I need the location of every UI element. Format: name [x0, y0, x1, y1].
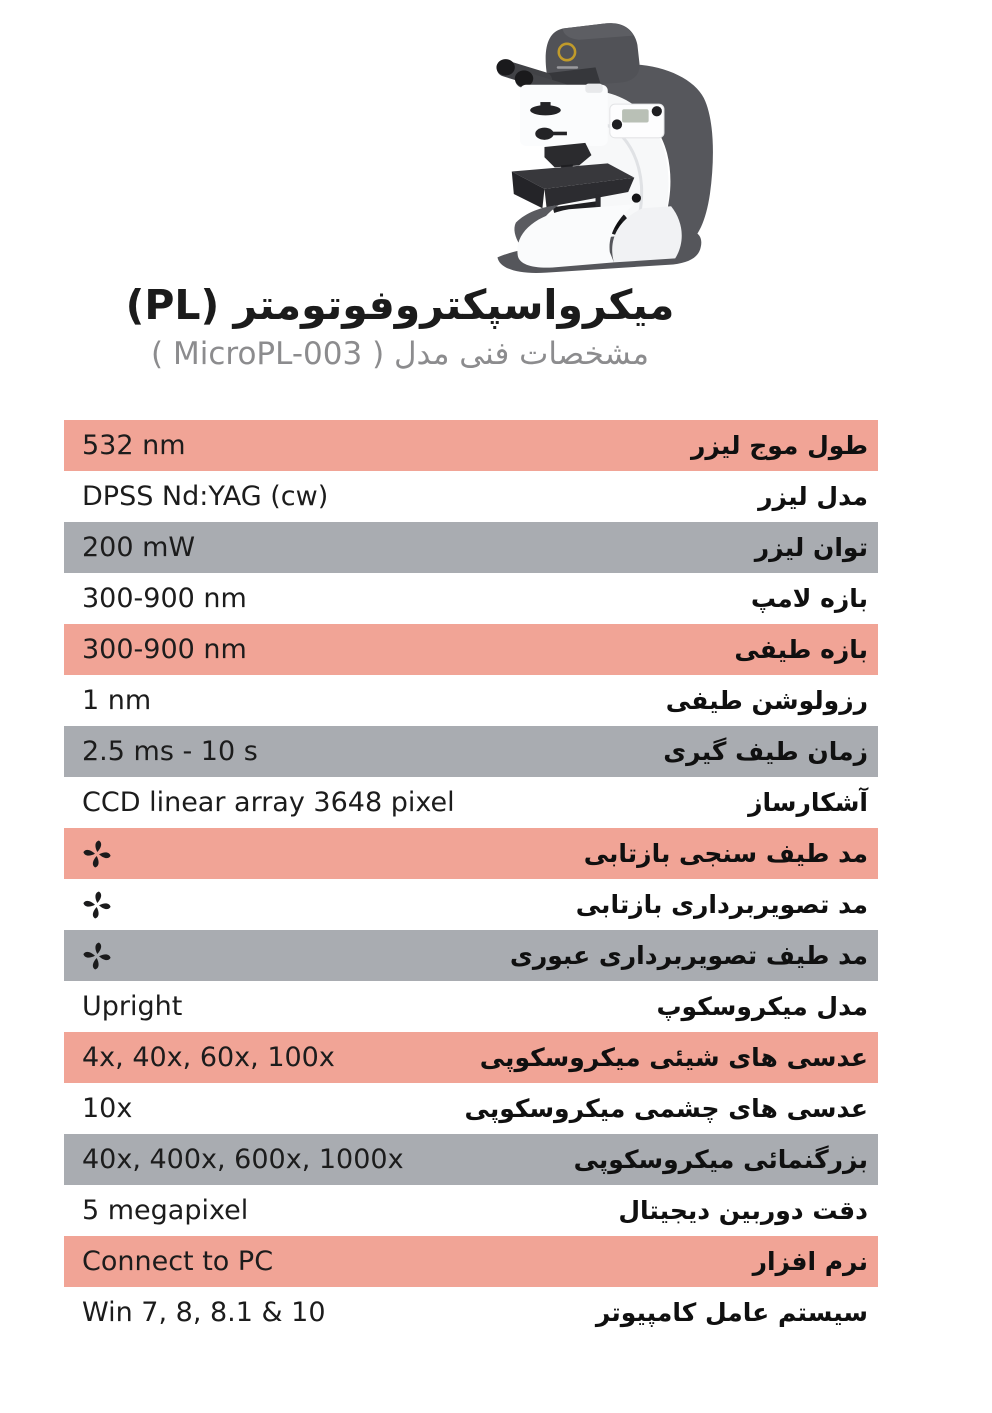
- four-petal-asterisk-icon: [82, 837, 112, 871]
- spec-value: 10x: [82, 1093, 133, 1124]
- spec-row: [64, 471, 878, 522]
- spec-label: آشکارساز: [748, 788, 868, 817]
- spec-value: 40x, 400x, 600x, 1000x: [82, 1144, 404, 1175]
- microscope-head: [520, 84, 608, 146]
- spec-label: بازه لامپ: [750, 584, 868, 613]
- title-block: [0, 280, 800, 374]
- spec-value: 532 nm: [82, 430, 186, 461]
- spec-value: 1 nm: [82, 685, 152, 716]
- spec-row: [64, 726, 878, 777]
- spec-value: Win 7, 8, 8.1 & 10: [82, 1297, 326, 1328]
- spec-value: Upright: [82, 991, 183, 1022]
- spec-table: [64, 420, 878, 1338]
- base-foot: [497, 204, 701, 273]
- spec-value: 200 mW: [82, 532, 196, 563]
- spec-value: [64, 888, 112, 922]
- spec-label: توان لیزر: [754, 533, 868, 562]
- spec-row: [64, 420, 878, 471]
- spec-label: طول موج لیزر: [690, 431, 868, 460]
- spec-label: مد تصویربرداری بازتابی: [575, 890, 868, 919]
- spec-value: [64, 939, 112, 973]
- spec-value: 2.5 ms - 10 s: [82, 736, 258, 767]
- spec-label: رزولوشن طیفی: [665, 686, 868, 715]
- spec-value: Connect to PC: [82, 1246, 274, 1277]
- spec-row: [64, 1287, 878, 1338]
- spec-value: DPSS Nd:YAG (cw): [82, 481, 329, 512]
- spec-value: 300-900 nm: [82, 634, 247, 665]
- spec-row: [64, 981, 878, 1032]
- control-display-panel: [610, 104, 664, 138]
- four-petal-asterisk-icon: [82, 888, 112, 922]
- spec-row: [64, 777, 878, 828]
- spec-label: عدسی های شیئی میکروسکوپی: [479, 1043, 868, 1072]
- spec-label: بازه طیفی: [734, 635, 868, 664]
- page-subtitle: مشخصات فنی مدل ( MicroPL-003 ): [151, 336, 649, 372]
- spec-row: [64, 930, 878, 981]
- spec-row: [64, 624, 878, 675]
- spec-label: مدل لیزر: [758, 482, 868, 511]
- spec-value: 4x, 40x, 60x, 100x: [82, 1042, 335, 1073]
- spec-label: مد طیف تصویربرداری عبوری: [509, 941, 868, 970]
- spec-row: [64, 1236, 878, 1287]
- spec-row: [64, 1083, 878, 1134]
- spec-value: 300-900 nm: [82, 583, 247, 614]
- spec-label: زمان طیف گیری: [663, 737, 868, 766]
- spec-row: [64, 573, 878, 624]
- spec-row: [64, 828, 878, 879]
- spec-row: [64, 879, 878, 930]
- page-title: میکرواسپکتروفوتومتر (PL): [125, 281, 675, 329]
- spec-value: [64, 837, 112, 871]
- spec-row: [64, 522, 878, 573]
- spec-row: [64, 675, 878, 726]
- microscope-illustration: [452, 4, 784, 290]
- spec-label: نرم افزار: [752, 1247, 868, 1276]
- spec-row: [64, 1032, 878, 1083]
- spec-row: [64, 1134, 878, 1185]
- four-petal-asterisk-icon: [82, 939, 112, 973]
- spec-label: مد طیف سنجی بازتابی: [583, 839, 868, 868]
- spec-label: بزرگنمائی میکروسکوپی: [573, 1145, 868, 1174]
- spec-label: سیستم عامل کامپیوتر: [595, 1298, 868, 1327]
- spec-row: [64, 1185, 878, 1236]
- spec-value: 5 megapixel: [82, 1195, 249, 1226]
- microscope-image: [452, 4, 784, 290]
- spec-label: دقت دوربین دیجیتال: [618, 1196, 868, 1225]
- spec-value: CCD linear array 3648 pixel: [82, 787, 455, 818]
- spec-label: مدل میکروسکوپ: [656, 992, 868, 1021]
- spec-label: عدسی های چشمی میکروسکوپی: [464, 1094, 868, 1123]
